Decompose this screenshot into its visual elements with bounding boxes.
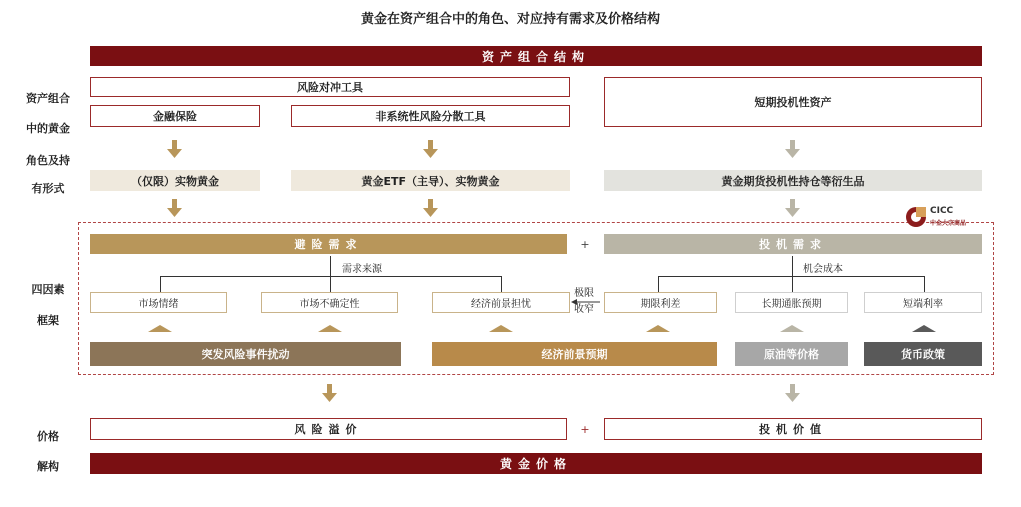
plus-sign: + xyxy=(580,237,590,251)
gold-price-band: 黄金价格 xyxy=(90,453,982,474)
opportunity-cost-label: 机会成本 xyxy=(803,264,843,275)
cicc-logo-icon xyxy=(905,206,927,228)
etf-physical-box: 黄金ETF（主导）、实物黄金 xyxy=(291,170,570,191)
nonsystematic-box: 非系统性风险分散工具 xyxy=(291,105,570,127)
physical-gold-box: （仅限）实物黄金 xyxy=(90,170,260,191)
limit-narrow-text: 极限收窄 xyxy=(574,288,594,315)
left-label-factor-2: 框架 xyxy=(37,314,59,327)
connector-line xyxy=(924,276,925,292)
plus-sign: + xyxy=(580,422,590,436)
factor-short-rate: 短端利率 xyxy=(864,292,982,313)
left-label-factor-1: 四因素 xyxy=(31,283,65,296)
up-triangle-icon xyxy=(148,325,172,332)
connector-line xyxy=(792,276,793,292)
connector-line xyxy=(160,276,161,292)
factor-economic-worry: 经济前景担忧 xyxy=(432,292,570,313)
arrow-down-icon xyxy=(783,384,803,404)
demand-source-label: 需求来源 xyxy=(342,264,382,275)
driver-risk-event: 突发风险事件扰动 xyxy=(90,342,401,366)
spec-value-box: 投机价值 xyxy=(604,418,982,440)
hedge-tool-box: 风险对冲工具 xyxy=(90,77,570,97)
financial-insurance-box: 金融保险 xyxy=(90,105,260,127)
driver-economic-outlook: 经济前景预期 xyxy=(432,342,717,366)
up-triangle-icon xyxy=(780,325,804,332)
left-label-price-1: 价格 xyxy=(37,430,59,443)
hedge-demand-bar: 避险需求 xyxy=(90,234,567,254)
driver-oil-price: 原油等价格 xyxy=(735,342,848,366)
logo-name: CICC xyxy=(930,206,954,216)
connector-line xyxy=(330,256,331,276)
connector-line xyxy=(792,256,793,276)
connector-line xyxy=(501,276,502,292)
connector-line xyxy=(330,276,331,292)
factor-term-spread: 期限利差 xyxy=(604,292,717,313)
futures-box: 黄金期货投机性持仓等衍生品 xyxy=(604,170,982,191)
left-label-role-1: 资产组合 xyxy=(26,92,70,105)
up-triangle-icon xyxy=(489,325,513,332)
left-label-role-2: 中的黄金 xyxy=(26,122,70,135)
asset-structure-band: 资产组合结构 xyxy=(90,46,982,66)
factor-market-sentiment: 市场情绪 xyxy=(90,292,227,313)
connector-line xyxy=(658,276,659,292)
connector-line xyxy=(658,276,924,277)
risk-premium-box: 风险溢价 xyxy=(90,418,567,440)
spec-demand-bar: 投机需求 xyxy=(604,234,982,254)
up-triangle-icon xyxy=(912,325,936,332)
diagram-title: 黄金在资产组合中的角色、对应持有需求及价格结构 xyxy=(360,11,660,27)
left-label-price-2: 解构 xyxy=(37,460,59,473)
arrow-down-icon xyxy=(783,199,803,219)
up-triangle-icon xyxy=(646,325,670,332)
arrow-down-icon xyxy=(320,384,340,404)
left-label-role-3: 角色及持 xyxy=(26,154,70,167)
arrow-down-icon xyxy=(421,140,441,160)
arrow-down-icon xyxy=(421,199,441,219)
arrow-down-icon xyxy=(165,140,185,160)
arrow-left-icon xyxy=(571,298,601,306)
arrow-down-icon xyxy=(165,199,185,219)
factor-long-inflation: 长期通胀预期 xyxy=(735,292,848,313)
left-label-role-4: 有形式 xyxy=(31,182,65,195)
short-term-spec-box: 短期投机性资产 xyxy=(604,77,982,127)
logo-sub: 中金大宗商品 xyxy=(930,220,967,227)
arrow-down-icon xyxy=(783,140,803,160)
driver-monetary-policy: 货币政策 xyxy=(864,342,982,366)
factor-market-uncertainty: 市场不确定性 xyxy=(261,292,398,313)
up-triangle-icon xyxy=(318,325,342,332)
